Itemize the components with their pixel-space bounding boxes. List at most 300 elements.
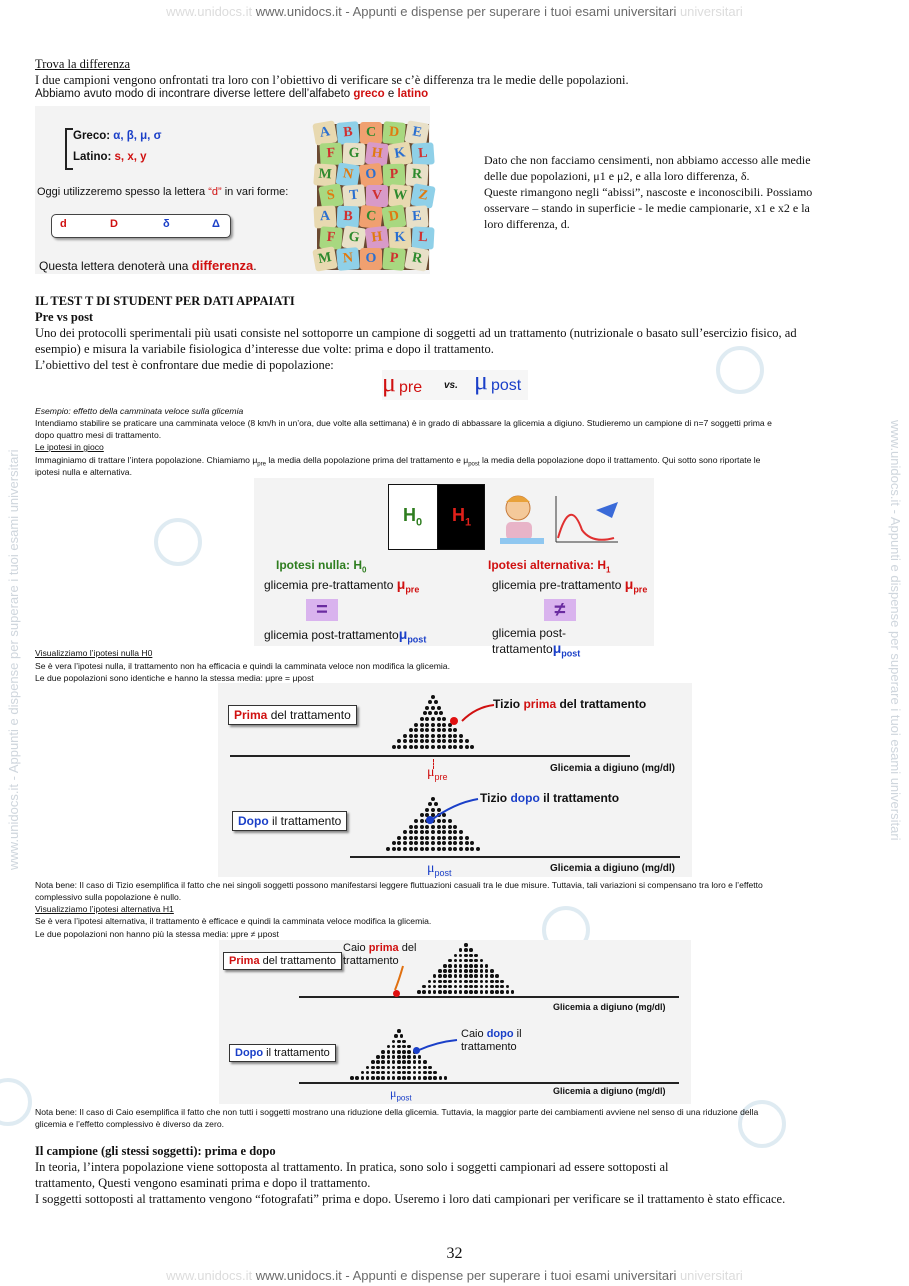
distribution-dot	[394, 1034, 398, 1038]
axis-label-bottom: Glicemia a digiuno (mg/dl)	[553, 1086, 666, 1096]
distribution-dot	[376, 1076, 380, 1080]
header-ghost-right: universitari	[679, 4, 743, 19]
letter-block: N	[335, 162, 360, 187]
letter-block: F	[319, 226, 342, 249]
distribution-dot	[381, 1066, 385, 1070]
annotation-tizio-prima: Tizio prima del trattamento	[493, 697, 647, 711]
figure-hypotheses	[254, 478, 654, 659]
distribution-dot	[397, 847, 401, 851]
oggi-row	[37, 186, 288, 198]
distribution-dot	[381, 1071, 385, 1075]
distribution-dot	[431, 836, 435, 840]
distribution-dot	[397, 1029, 401, 1033]
ipotesi-nulla-title: Ipotesi nulla: $H_0$	[276, 558, 367, 575]
questa-text: Questa lettera denoterà una	[39, 259, 189, 273]
distribution-dot	[470, 841, 474, 845]
equal-sign-box: =	[306, 599, 338, 621]
distribution-dot	[448, 836, 452, 840]
side-watermark-left: www.unidocs.it - Appunti e dispense per superare i tuoi esami universitari	[6, 449, 21, 870]
distribution-dot	[402, 1071, 406, 1075]
axis-line-bottom	[350, 856, 680, 858]
page-number: 32	[446, 1245, 463, 1262]
campione-line: In teoria, l’intera popolazione viene sottoposta al trattamento. In pratica, sono solo i soggetti campionari ad essere sottoposti al	[35, 1160, 669, 1174]
distribution-dot	[376, 1055, 380, 1059]
section2-line: esempio) e misura la variabile fisiologica d’interesse due volte: prima e dopo il trattamento.	[35, 342, 494, 356]
distribution-dot	[414, 825, 418, 829]
para-line: delle due popolazioni, μ1 e μ2, e alla loro differenza, δ.	[484, 169, 750, 183]
greco-row	[73, 130, 161, 142]
distribution-dot	[402, 1040, 406, 1044]
distribution-dot	[387, 1071, 391, 1075]
distribution-dot	[418, 1066, 422, 1070]
distribution-dot	[453, 836, 457, 840]
null-post-label: glicemia post-trattamentoμ$_{post}$	[264, 626, 427, 645]
letter-delta-small: δ	[163, 218, 170, 230]
letter-block: A	[313, 205, 336, 228]
ipotesi-title: Le ipotesi in gioco	[35, 442, 104, 452]
bracket-shape	[65, 128, 73, 170]
distribution-dot	[453, 830, 457, 834]
distribution-dot	[386, 847, 390, 851]
distribution-dot	[442, 847, 446, 851]
distribution-dot	[361, 1076, 365, 1080]
distribution-dot	[448, 825, 452, 829]
h1-label: $H_1$	[452, 505, 472, 529]
distribution-dot	[433, 1076, 437, 1080]
ipotesi-text: Immaginiamo di trattare l’intera popolazione. Chiamiamo μ	[35, 455, 258, 465]
latino-label: Latino:	[73, 151, 112, 163]
distribution-dot	[371, 1066, 375, 1070]
letter-block: N	[336, 247, 360, 271]
vis-alt-title: Visualizziamo l’ipotesi alternativa H1	[35, 904, 174, 914]
figure-null-distributions	[218, 683, 692, 877]
example-title: Esempio: effetto della camminata veloce sulla glicemia	[35, 406, 244, 416]
page-header	[0, 4, 909, 19]
oggi-d: “d”	[208, 186, 222, 198]
dopo-label-box: Dopo il trattamento	[232, 811, 347, 831]
distribution-dot	[431, 841, 435, 845]
distribution-dot	[381, 1055, 385, 1059]
distribution-dot	[407, 1060, 411, 1064]
distribution-dot	[423, 1076, 427, 1080]
distribution-dot	[400, 1034, 404, 1038]
vis-null-title: Visualizziamo l’ipotesi nulla H0	[35, 648, 153, 658]
ipotesi-alternativa-title: Ipotesi alternativa: $H_1$	[488, 558, 611, 575]
distribution-dot	[402, 1055, 406, 1059]
h0-label: $H_0$	[403, 505, 423, 529]
distribution-dot	[397, 1066, 401, 1070]
distribution-dot	[397, 1060, 401, 1064]
letter-block: O	[360, 248, 382, 270]
distribution-dot	[403, 836, 407, 840]
watermark-logo-icon	[0, 1078, 32, 1126]
distribution-dot	[425, 830, 429, 834]
distribution-dot	[413, 1066, 417, 1070]
mu-pre-label: $\mu_{pre}$	[427, 765, 448, 782]
distribution-dot	[409, 825, 413, 829]
ipotesi-sub-post: post	[468, 461, 480, 468]
null-pre-label: glicemia pre-trattamento $\mu_{pre}$	[264, 576, 420, 595]
distribution-dot	[425, 825, 429, 829]
section2-line: L’obiettivo del test è confrontare due medie di popolazione:	[35, 358, 334, 372]
h1-box	[437, 484, 485, 550]
distribution-dot	[414, 847, 418, 851]
annotation-caio-prima: Caio prima del trattamento	[343, 942, 417, 967]
distribution-dot	[431, 830, 435, 834]
letter-block: S	[318, 183, 343, 208]
letter-block: K	[387, 141, 412, 166]
vis-null-line: Se è vera l’ipotesi nulla, il trattamento non ha efficacia e quindi la camminata veloce non modifica la glicemia.	[35, 661, 450, 671]
distribution-dot	[414, 836, 418, 840]
campione-line: trattamento, Questi vengono esaminati prima e dopo il trattamento.	[35, 1176, 371, 1190]
distribution-dot	[459, 836, 463, 840]
distribution-dot	[420, 825, 424, 829]
letter-block: O	[359, 163, 384, 188]
note1-line: complessivo sulla popolazione è nullo.	[35, 892, 182, 902]
distribution-dot	[392, 1055, 396, 1059]
distribution-dot	[414, 830, 418, 834]
distribution-dot	[407, 1045, 411, 1049]
distribution-dot	[465, 841, 469, 845]
distribution-dot	[423, 1066, 427, 1070]
caption-text: Abbiamo avuto modo di incontrare diverse lettere dell’alfabeto	[35, 88, 351, 100]
distribution-dot	[470, 847, 474, 851]
distribution-dot	[437, 830, 441, 834]
campione-heading: Il campione (gli stessi soggetti): prima e dopo	[35, 1144, 276, 1158]
oggi-end: in vari forme:	[224, 186, 289, 198]
distribution-dot	[442, 830, 446, 834]
letter-block: C	[359, 205, 384, 230]
letter-block: T	[342, 184, 366, 208]
distribution-dot	[397, 841, 401, 845]
annotation-caio-dopo: Caio dopo il trattamento	[461, 1028, 522, 1053]
vs-label: vs.	[444, 380, 458, 391]
distribution-dot	[407, 1055, 411, 1059]
distribution-dot	[423, 1071, 427, 1075]
figure-alphabet	[35, 106, 430, 274]
letter-block: M	[312, 246, 337, 271]
distribution-dot	[387, 1045, 391, 1049]
letter-block: B	[337, 206, 360, 229]
distribution-dot	[476, 847, 480, 851]
distribution-dot	[425, 847, 429, 851]
distribution-dot	[376, 1066, 380, 1070]
distribution-dot	[350, 1076, 354, 1080]
h0-box	[388, 484, 438, 550]
distribution-dot	[433, 1071, 437, 1075]
dot-distribution-bottom	[219, 940, 691, 1104]
letter-block: K	[389, 227, 412, 250]
letter-block: H	[365, 226, 390, 251]
mu-symbol: μ	[474, 366, 488, 395]
distribution-dot	[387, 1050, 391, 1054]
distribution-dot	[409, 841, 413, 845]
distribution-dot	[366, 1066, 370, 1070]
para-line: Queste rimangono negli “abissi”, nascoste e inconoscibili. Possiamo	[484, 185, 813, 199]
distribution-dot	[392, 1050, 396, 1054]
distribution-dot	[392, 1071, 396, 1075]
distribution-dot	[448, 841, 452, 845]
letter-block: M	[313, 163, 336, 186]
letter-block: G	[343, 143, 366, 166]
distribution-dot	[423, 1060, 427, 1064]
distribution-dot	[459, 830, 463, 834]
distribution-dot	[392, 847, 396, 851]
distribution-dot	[409, 830, 413, 834]
distribution-dot	[425, 836, 429, 840]
distribution-dot	[420, 830, 424, 834]
distribution-dot	[376, 1060, 380, 1064]
distribution-dot	[442, 841, 446, 845]
example-line: Intendiamo stabilire se praticare una camminata veloce (8 km/h in un’ora, due volte alla settimana) è in grado di abbassare la glicemia a digiuno. Studieremo un campione di n=7 soggetti prima e	[35, 418, 772, 428]
ipotesi-text: la media della popolazione dopo il trattamento. Qui sotto sono riportate le	[479, 455, 761, 465]
distribution-dot	[465, 847, 469, 851]
distribution-dot	[448, 847, 452, 851]
distribution-dot	[437, 847, 441, 851]
vis-alt-line: Se è vera l’ipotesi alternativa, il trattamento è efficace e quindi la camminata veloce modifica la glicemia.	[35, 916, 432, 926]
distribution-dot	[381, 1060, 385, 1064]
distribution-dot	[387, 1076, 391, 1080]
distribution-dot	[420, 841, 424, 845]
mu-post-label: $\mu_{post}$	[390, 1086, 412, 1103]
distribution-dot	[366, 1071, 370, 1075]
distribution-dot	[371, 1060, 375, 1064]
caption-e: e	[387, 88, 395, 100]
distribution-dot	[437, 836, 441, 840]
mu-post-label: $\mu_{post}$	[427, 861, 452, 878]
example-line: dopo quattro mesi di trattamento.	[35, 430, 162, 440]
letter-block: B	[336, 121, 360, 145]
distribution-dot	[407, 1071, 411, 1075]
distribution-dot	[392, 1076, 396, 1080]
distribution-dot	[392, 1045, 396, 1049]
latino-row	[73, 151, 147, 163]
axis-label-top: Glicemia a digiuno (mg/dl)	[550, 763, 676, 774]
distribution-dot	[392, 1066, 396, 1070]
distribution-dot	[420, 836, 424, 840]
tizio-dopo-dot	[426, 816, 434, 824]
distribution-dot	[397, 1040, 401, 1044]
distribution-dot	[453, 841, 457, 845]
caio-dopo-dot	[413, 1047, 420, 1054]
figure-caption-alphabet	[35, 88, 428, 100]
distribution-dot	[366, 1076, 370, 1080]
distribution-dot	[425, 841, 429, 845]
figure-alternative-distributions	[219, 940, 691, 1104]
letter-block: R	[405, 163, 428, 186]
distribution-dot	[413, 1071, 417, 1075]
distribution-dot	[453, 825, 457, 829]
letter-block: P	[383, 164, 406, 187]
axis-line-bottom	[299, 1082, 679, 1084]
oggi-text: Oggi utilizzeremo spesso la lettera	[37, 186, 206, 198]
distribution-dot	[397, 1071, 401, 1075]
distribution-dot	[402, 1050, 406, 1054]
distribution-dot	[437, 841, 441, 845]
vis-alt-line: Le due popolazioni non hanno più la stessa media: μpre ≠ μpost	[35, 929, 279, 939]
distribution-dot	[442, 825, 446, 829]
prima-label-box: Prima del trattamento	[228, 705, 357, 725]
distribution-dot	[414, 841, 418, 845]
distribution-dot	[397, 1055, 401, 1059]
distribution-dot	[402, 1045, 406, 1049]
distribution-dot	[442, 836, 446, 840]
distribution-dot	[403, 830, 407, 834]
mu-pre-vs-post-figure	[382, 366, 528, 400]
differenza-word: differenza	[191, 258, 254, 273]
letter-block: V	[366, 185, 388, 207]
letter-block: Z	[410, 183, 435, 208]
not-equal-sign-box: ≠	[544, 599, 576, 621]
distribution-dot	[444, 1076, 448, 1080]
letter-block: D	[382, 121, 406, 145]
mu-symbol: μ	[382, 368, 396, 397]
note2-line: Nota bene: Il caso di Caio esemplifica il fatto che non tutti i soggetti mostrano una riduzione della glicemia. Tuttavia, la maggior parte dei cambiamenti avviene nel senso di una riduzione della	[35, 1107, 759, 1117]
letter-block: E	[405, 205, 428, 228]
letters-box	[51, 214, 231, 238]
distribution-dot	[402, 1066, 406, 1070]
questa-row: Questa lettera denoterà una differenza.	[39, 258, 257, 273]
letter-block: P	[382, 247, 406, 271]
pre-sub: pre	[399, 379, 423, 396]
distribution-dot	[397, 836, 401, 840]
distribution-dot	[381, 1050, 385, 1054]
watermark-logo-icon	[716, 346, 764, 394]
distribution-dot	[418, 1076, 422, 1080]
distribution-dot	[428, 1066, 432, 1070]
distribution-dot	[403, 847, 407, 851]
distribution-dot	[465, 836, 469, 840]
letter-D: D	[110, 218, 118, 230]
letter-delta-big: Δ	[212, 218, 220, 230]
post-sub: post	[491, 377, 522, 394]
letter-block: A	[312, 120, 337, 145]
section-title-trova: Trova la differenza	[35, 57, 131, 71]
distribution-dot	[371, 1076, 375, 1080]
distribution-dot	[376, 1071, 380, 1075]
letter-block: R	[404, 246, 429, 271]
annotation-tizio-dopo: Tizio dopo il trattamento	[480, 791, 620, 805]
distribution-dot	[371, 1071, 375, 1075]
letter-block: C	[360, 122, 382, 144]
distribution-dot	[392, 1060, 396, 1064]
alt-post-label: glicemia post-trattamentoμ$_{post}$	[492, 626, 581, 659]
distribution-dot	[420, 847, 424, 851]
campione-line: I soggetti sottoposti al trattamento vengono “fotografati” prima e dopo. Useremo i loro dati campionari per verificare se il trattamento è stato efficace.	[35, 1192, 786, 1206]
distribution-dot	[387, 1066, 391, 1070]
header-ghost-left: www.unidocs.it	[166, 4, 253, 19]
distribution-dot	[418, 1060, 422, 1064]
distribution-dot	[397, 1076, 401, 1080]
footer-text: www.unidocs.it - Appunti e dispense per superare i tuoi esami universitari	[255, 1268, 677, 1283]
distribution-dot	[381, 1076, 385, 1080]
caption-greco: greco	[353, 88, 385, 100]
distribution-dot	[402, 1060, 406, 1064]
side-watermark-right: www.unidocs.it - Appunti e dispense per superare i tuoi esami universitari	[888, 420, 903, 841]
distribution-dot	[392, 841, 396, 845]
greco-label: Greco:	[73, 130, 111, 142]
distribution-dot	[428, 1076, 432, 1080]
letter-block: D	[381, 204, 406, 229]
para-line: loro differenza, d.	[484, 217, 570, 231]
latino-letters: s, x, y	[114, 151, 147, 163]
cartoon-running-illustration	[496, 488, 626, 552]
axis-label-top: Glicemia a digiuno (mg/dl)	[553, 1002, 666, 1012]
dot-distribution-bottom	[218, 683, 692, 877]
prima-label-box: Prima del trattamento	[223, 952, 342, 970]
letter-block: H	[365, 142, 390, 167]
distribution-dot	[402, 1076, 406, 1080]
distribution-dot	[397, 1045, 401, 1049]
letter-block: W	[388, 184, 412, 208]
distribution-dot	[355, 1076, 359, 1080]
distribution-dot	[403, 841, 407, 845]
distribution-dot	[407, 1066, 411, 1070]
distribution-dot	[392, 1040, 396, 1044]
annotation-arrow-bottom	[415, 1036, 461, 1056]
ipotesi-line2: ipotesi nulla e alternativa.	[35, 467, 132, 477]
vis-null-line: Le due popolazioni sono identiche e hanno la stessa media: μpre = μpost	[35, 673, 314, 683]
letter-block: F	[319, 142, 342, 165]
alt-pre-label: glicemia pre-trattamento $\mu_{pre}$	[492, 576, 648, 595]
distribution-dot	[431, 847, 435, 851]
letter-block: G	[341, 225, 366, 250]
footer-ghost-right: universitari	[679, 1268, 743, 1283]
distribution-dot	[439, 1076, 443, 1080]
distribution-dot	[387, 1055, 391, 1059]
greco-letters: α, β, μ, σ	[113, 130, 162, 142]
letter-d: d	[60, 218, 67, 230]
section-subheading-prepost: Pre vs post	[35, 310, 94, 324]
dopo-label-box: Dopo il trattamento	[229, 1044, 336, 1062]
watermark-logo-icon	[154, 518, 202, 566]
para-line: osservare – stando in superficie - le medie campionarie, x1 e x2 e la	[484, 201, 810, 215]
distribution-dot	[431, 825, 435, 829]
section1-line1: I due campioni vengono onfrontati tra loro con l’obiettivo di verificare se c’è differenza tra le medie delle popolazioni.	[35, 73, 629, 87]
letter-block: L	[411, 226, 434, 249]
para-line: Dato che non facciamo censimenti, non abbiamo accesso alle medie	[484, 153, 811, 167]
section2-line: Uno dei protocolli sperimentali più usati consiste nel sottoporre un campione di soggetti ad un trattamento (nutrizionale o basato sull’esercizio fisico, ad	[35, 326, 797, 340]
distribution-dot	[407, 1076, 411, 1080]
letter-block: E	[404, 120, 429, 145]
footer-ghost-left: www.unidocs.it	[166, 1268, 253, 1283]
header-text: www.unidocs.it - Appunti e dispense per superare i tuoi esami universitari	[255, 4, 677, 19]
letter-block: L	[411, 142, 434, 165]
ipotesi-text: la media della popolazione prima del trattamento e μ	[265, 455, 469, 465]
ipotesi-line1	[35, 454, 760, 471]
page-footer	[0, 1268, 909, 1283]
letter-blocks-photo	[317, 124, 429, 270]
distribution-dot	[459, 847, 463, 851]
note1-line: Nota bene: Il caso di Tizio esemplifica il fatto che nei singoli soggetti possono manifestarsi leggere fluttuazioni casuali tra le due misure. Tuttavia, tali variazioni si compensano tra loro e l’effetto	[35, 880, 763, 890]
distribution-dot	[407, 1050, 411, 1054]
distribution-dot	[453, 847, 457, 851]
ipotesi-sub-pre: pre	[257, 461, 266, 468]
distribution-dot	[387, 1060, 391, 1064]
distribution-dot	[418, 1071, 422, 1075]
distribution-dot	[414, 819, 418, 823]
section1-para	[484, 152, 812, 232]
distribution-dot	[413, 1060, 417, 1064]
section-heading-ttest: IL TEST T DI STUDENT PER DATI APPAIATI	[35, 294, 295, 308]
distribution-dot	[437, 825, 441, 829]
caption-latino: latino	[397, 88, 429, 100]
distribution-dot	[409, 836, 413, 840]
note2-line: glicemia e l’effetto complessivo è diverso da zero.	[35, 1119, 224, 1129]
axis-label-bottom: Glicemia a digiuno (mg/dl)	[550, 863, 676, 874]
distribution-dot	[361, 1071, 365, 1075]
distribution-dot	[428, 1071, 432, 1075]
